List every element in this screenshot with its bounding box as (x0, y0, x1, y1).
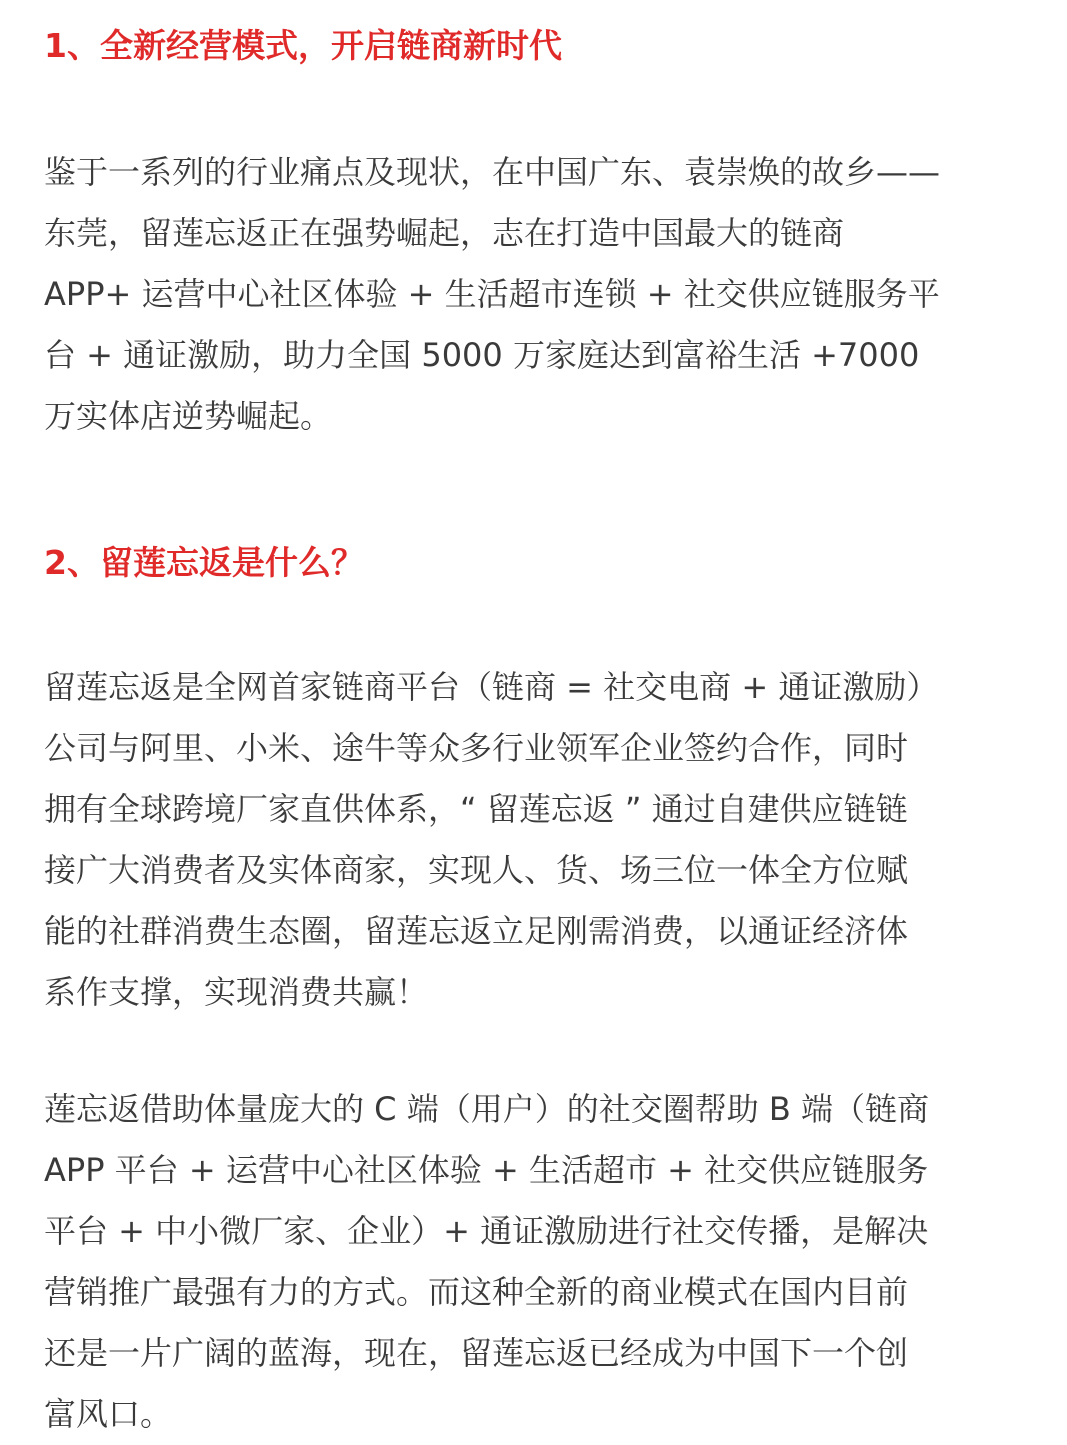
paragraph-line: 台 + 通证激励，助力全国 5000 万家庭达到富裕生活 +7000 (44, 336, 920, 374)
paragraph-line: 系作支撑，实现消费共赢！ (44, 973, 429, 1011)
section-1-heading: 1、全新经营模式，开启链商新时代 (44, 26, 562, 65)
paragraph-line: 万实体店逆势崛起。 (44, 397, 333, 435)
section-2-paragraph-1 (44, 657, 1019, 1023)
paragraph-line: 莲忘返借助体量庞大的 C 端（用户）的社交圈帮助 B 端（链商 (44, 1090, 929, 1128)
paragraph-line: APP 平台 + 运营中心社区体验 + 生活超市 + 社交供应链服务 (44, 1151, 929, 1189)
paragraph-line: APP+ 运营中心社区体验 + 生活超市连锁 + 社交供应链服务平 (44, 275, 940, 313)
paragraph-line: 鉴于一系列的行业痛点及现状，在中国广东、袁崇焕的故乡—— (44, 153, 941, 191)
paragraph-line: 接广大消费者及实体商家，实现人、货、场三位一体全方位赋 (44, 851, 909, 889)
section-1-paragraph (44, 142, 1019, 447)
paragraph-line: 拥有全球跨境厂家直供体系，“ 留莲忘返 ” 通过自建供应链链 (44, 790, 908, 828)
article-body (44, 22, 1019, 1445)
paragraph-line: 平台 + 中小微厂家、企业）+ 通证激励进行社交传播，是解决 (44, 1212, 929, 1250)
paragraph-line: 营销推广最强有力的方式。而这种全新的商业模式在国内目前 (44, 1273, 909, 1311)
paragraph-line: 东莞，留莲忘返正在强势崛起，志在打造中国最大的链商 (44, 214, 845, 252)
paragraph-line: 留莲忘返是全网首家链商平台（链商 = 社交电商 + 通证激励） (44, 668, 939, 706)
section-2-heading: 2、留莲忘返是什么？ (44, 543, 364, 582)
paragraph-line: 还是一片广阔的蓝海，现在，留莲忘返已经成为中国下一个创 (44, 1334, 909, 1372)
paragraph-line: 公司与阿里、小米、途牛等众多行业领军企业签约合作，同时 (44, 729, 909, 767)
paragraph-line: 能的社群消费生态圈，留莲忘返立足刚需消费，以通证经济体 (44, 912, 909, 950)
section-2-paragraph-2 (44, 1079, 1019, 1445)
paragraph-line: 富风口。 (44, 1395, 173, 1433)
